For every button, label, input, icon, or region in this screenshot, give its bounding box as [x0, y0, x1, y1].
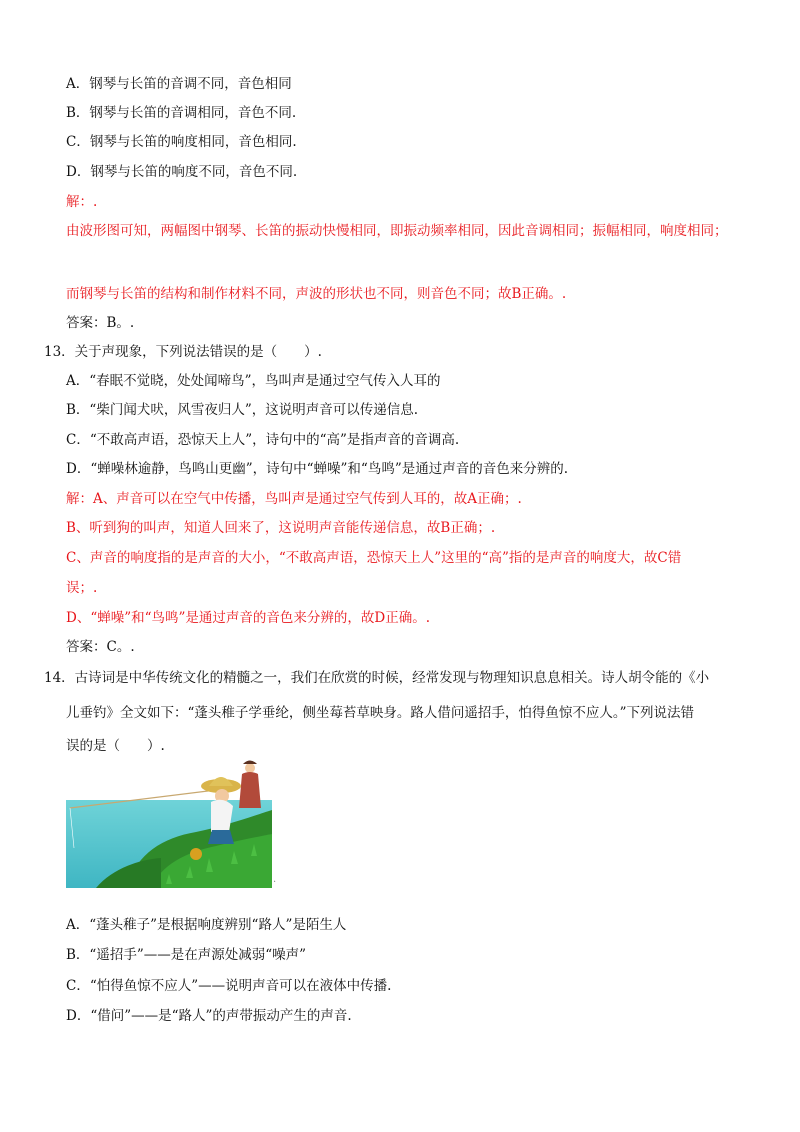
passerby-figure: [239, 761, 261, 809]
figure-end-mark: .: [273, 874, 277, 885]
q14-option-b: B．“遥招手”——是在声源处减弱“噪声”: [66, 947, 307, 963]
q14-option-a: A．“蓬头稚子”是根据响度辨别“路人”是陌生人: [66, 917, 347, 933]
q14-option-c: C．“怕得鱼惊不应人”——说明声音可以在液体中传播.: [66, 978, 392, 994]
q13-option-b: B．“柴门闻犬吠，风雪夜归人”，这说明声音可以传递信息.: [66, 402, 419, 418]
q14-option-d: D．“借问”——是“路人”的声带振动产生的声音.: [66, 1008, 352, 1024]
q13-solution-c-line-1: C、声音的响度指的是声音的大小，“不敢高声语，恐惊天上人”这里的“高”指的是声音的响度大，故C错: [66, 550, 682, 566]
q13-option-d: D．“蝉噪林逾静，鸟鸣山更幽”，诗句中“蝉噪”和“鸟鸣”是通过声音的音色来分辨的.: [66, 461, 569, 477]
q14-stem-line-2: 儿垂钓》全文如下：“蓬头稚子学垂纶，侧坐莓苔草映身。路人借问遥招手，怕得鱼惊不应人。”下列说法错: [66, 705, 695, 721]
q12-option-c: C．钢琴与长笛的响度相同，音色相同.: [66, 134, 297, 150]
q12-option-d: D．钢琴与长笛的响度不同，音色不同.: [66, 164, 298, 180]
q13-stem: 13．关于声现象，下列说法错误的是（ ）.: [44, 344, 322, 360]
q12-solution-line-1: 由波形图可知，两幅图中钢琴、长笛的振动快慢相同，即振动频率相同，因此音调相同；振幅相同，响度相同；: [66, 223, 728, 239]
q14-stem-line-3: 误的是（ ）.: [66, 738, 165, 754]
q13-option-a: A．“春眠不觉晓，处处闻啼鸟”，鸟叫声是通过空气传入人耳的: [66, 373, 441, 389]
q12-option-a: A．钢琴与长笛的音调不同，音色相同: [66, 76, 292, 92]
q13-solution-b: B、听到狗的叫声，知道人回来了，这说明声音能传递信息，故B正确；.: [66, 520, 496, 536]
q13-solution-c-line-2: 误；.: [66, 580, 98, 596]
q12-solution-head: 解：.: [66, 194, 98, 210]
q12-answer: 答案：B。.: [66, 315, 135, 331]
q13-option-c: C．“不敢高声语，恐惊天上人”，诗句中的“高”是指声音的音调高.: [66, 432, 460, 448]
q13-answer: 答案：C。.: [66, 639, 135, 655]
fishing-child-illustration: [66, 760, 272, 888]
q13-solution-d: D、“蝉噪”和“鸟鸣”是通过声音的音色来分辨的，故D正确。.: [66, 610, 431, 626]
q12-solution-line-2: 而钢琴与长笛的结构和制作材料不同，声波的形状也不同，则音色不同；故B正确。.: [66, 286, 567, 302]
q12-option-b: B．钢琴与长笛的音调相同，音色不同.: [66, 105, 297, 121]
q14-stem-line-1: 14．古诗词是中华传统文化的精髓之一，我们在欣赏的时候，经常发现与物理知识息息相关。诗人胡令能的《小: [44, 670, 710, 686]
q13-solution-a: 解：A、声音可以在空气中传播，鸟叫声是通过空气传到人耳的，故A正确；.: [66, 491, 522, 507]
